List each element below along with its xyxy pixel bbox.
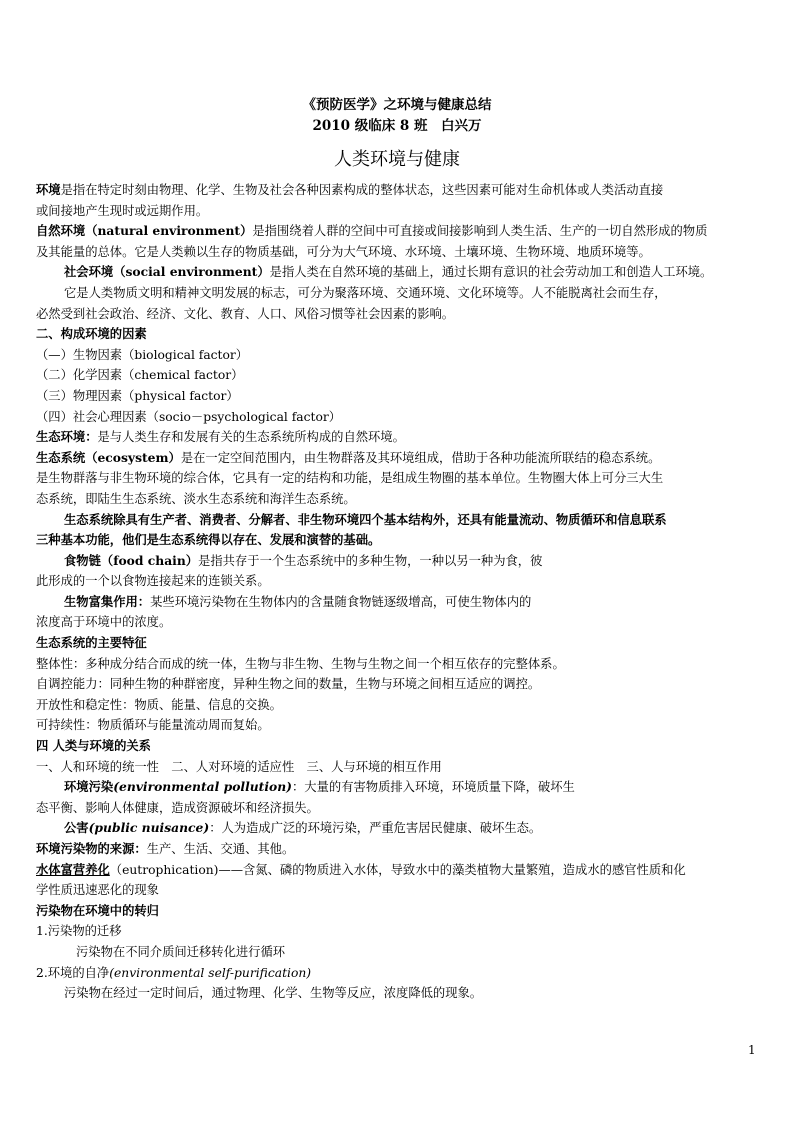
list-item: （—）生物因素（biological factor） <box>36 347 249 362</box>
paragraph-line: 态系统，即陆生生态系统、淡水生态系统和海洋生态系统。 <box>36 491 356 506</box>
list-item: （三）物理因素（physical factor） <box>36 388 239 403</box>
heading: 生态系统的主要特征 <box>36 635 147 651</box>
list-item: 1.污染物的迁移 <box>36 924 122 939</box>
paragraph-line: 生物富集作用：某些环境污染物在生物体内的含量随食物链逐级增高，可使生物体内的 <box>64 593 532 609</box>
paragraph-line: 三种基本功能，他们是生态系统得以存在、发展和演替的基础。 <box>36 532 381 548</box>
paragraph-line: 浓度高于环境中的浓度。 <box>36 615 172 630</box>
paragraph-line: 污染物在经过一定时间后，通过物理、化学、生物等反应，浓度降低的现象。 <box>64 986 483 1001</box>
paragraph-line: 污染物在不同介质间迁移转化进行循环 <box>76 944 286 959</box>
list-item: （二）化学因素（chemical factor） <box>36 368 244 383</box>
paragraph-line: 自然环境（natural environment）是指围绕着人群的空间中可直接或间接影响到人类生活、生产的一切自然形成的物质 <box>36 223 708 239</box>
paragraph-line: 必然受到社会政治、经济、文化、教育、人口、风俗习惯等社会因素的影响。 <box>36 306 455 321</box>
paragraph-line: 它是人类物质文明和精神文明发展的标志，可分为聚落环境、交通环境、文化环境等。人不能脱离社会而生存， <box>64 285 667 300</box>
paragraph-line: 学性质迅速恶化的现象 <box>36 883 159 898</box>
list-item: （四）社会心理因素（socio－psychological factor） <box>36 409 342 424</box>
paragraph-line: 是生物群落与非生物环境的综合体，它具有一定的结构和功能，是组成生物圈的基本单位。生物圈大体上可分三大生 <box>36 471 664 486</box>
paragraph-line: 及其能量的总体。它是人类赖以生存的物质基础，可分为大气环境、水环境、土壤环境、生物环境、地质环境等。 <box>36 244 651 259</box>
paragraph-line: 环境污染物的来源：生产、生活、交通、其他。 <box>36 841 295 856</box>
section-title: 人类环境与健康 <box>334 149 460 170</box>
heading: 污染物在环境中的转归 <box>36 902 159 918</box>
paragraph-line: 整体性：多种成分结合而成的统一体，生物与非生物、生物与生物之间一个相互依存的完整体系。 <box>36 656 565 671</box>
paragraph-line: 自调控能力：同种生物的种群密度，异种生物之间的数量，生物与环境之间相互适应的调控。 <box>36 677 541 692</box>
page-number: 1 <box>748 1043 756 1057</box>
paragraph-line: 生态系统除具有生产者、消费者、分解者、非生物环境四个基本结构外，还具有能量流动、物质循环和信息联系 <box>64 511 667 527</box>
paragraph-line: 社会环境（social environment）是指人类在自然环境的基础上，通过长期有意识的社会劳动加工和创造人工环境。 <box>64 264 713 280</box>
document-body <box>36 180 758 1004</box>
paragraph-line: 环境污染(environmental pollution)：大量的有害物质排入环境，环境质量下降，破坏生 <box>64 779 575 795</box>
paragraph-line: 态平衡、影响人体健康，造成资源破坏和经济损失。 <box>36 800 319 815</box>
paragraph-line: 环境是指在特定时刻由物理、化学、生物及社会各种因素构成的整体状态，这些因素可能对生命机体或人类活动直接 <box>36 182 664 197</box>
paragraph-line: 一、人和环境的统一性 二、人对环境的适应性 三、人与环境的相互作用 <box>36 759 442 774</box>
list-item: 2.环境的自净(environmental self-purification) <box>36 965 312 980</box>
paragraph-line: 生态环境：是与人类生存和发展有关的生态系统所构成的自然环境。 <box>36 429 405 445</box>
paragraph-line: 可持续性：物质循环与能量流动周而复始。 <box>36 718 270 733</box>
author-line: 2010 级临床 8 班 白兴万 <box>312 118 482 134</box>
paragraph-line: 此形成的一个以食物连接起来的连锁关系。 <box>36 574 270 589</box>
document-title: 《预防医学》之环境与健康总结 <box>302 97 492 113</box>
paragraph-line: 公害(public nuisance)：人为造成广泛的环境污染，严重危害居民健康、破坏生态。 <box>64 820 542 836</box>
heading: 四 人类与环境的关系 <box>36 738 151 754</box>
paragraph-line: 水体富营养化（eutrophication)——含氮、磷的物质进入水体，导致水中的藻类植物大量繁殖，造成水的感官性质和化 <box>36 861 686 877</box>
paragraph-line: 或间接地产生现时或远期作用。 <box>36 203 209 218</box>
paragraph-line: 开放性和稳定性：物质、能量、信息的交换。 <box>36 697 282 712</box>
paragraph-line: 食物链（food chain）是指共存于一个生态系统中的多种生物，一种以另一种为食，彼 <box>64 552 543 568</box>
heading: 二、构成环境的因素 <box>36 326 147 342</box>
paragraph-line: 生态系统（ecosystem）是在一定空间范围内，由生物群落及其环境组成，借助于各种功能流所联结的稳态系统。 <box>36 449 661 465</box>
